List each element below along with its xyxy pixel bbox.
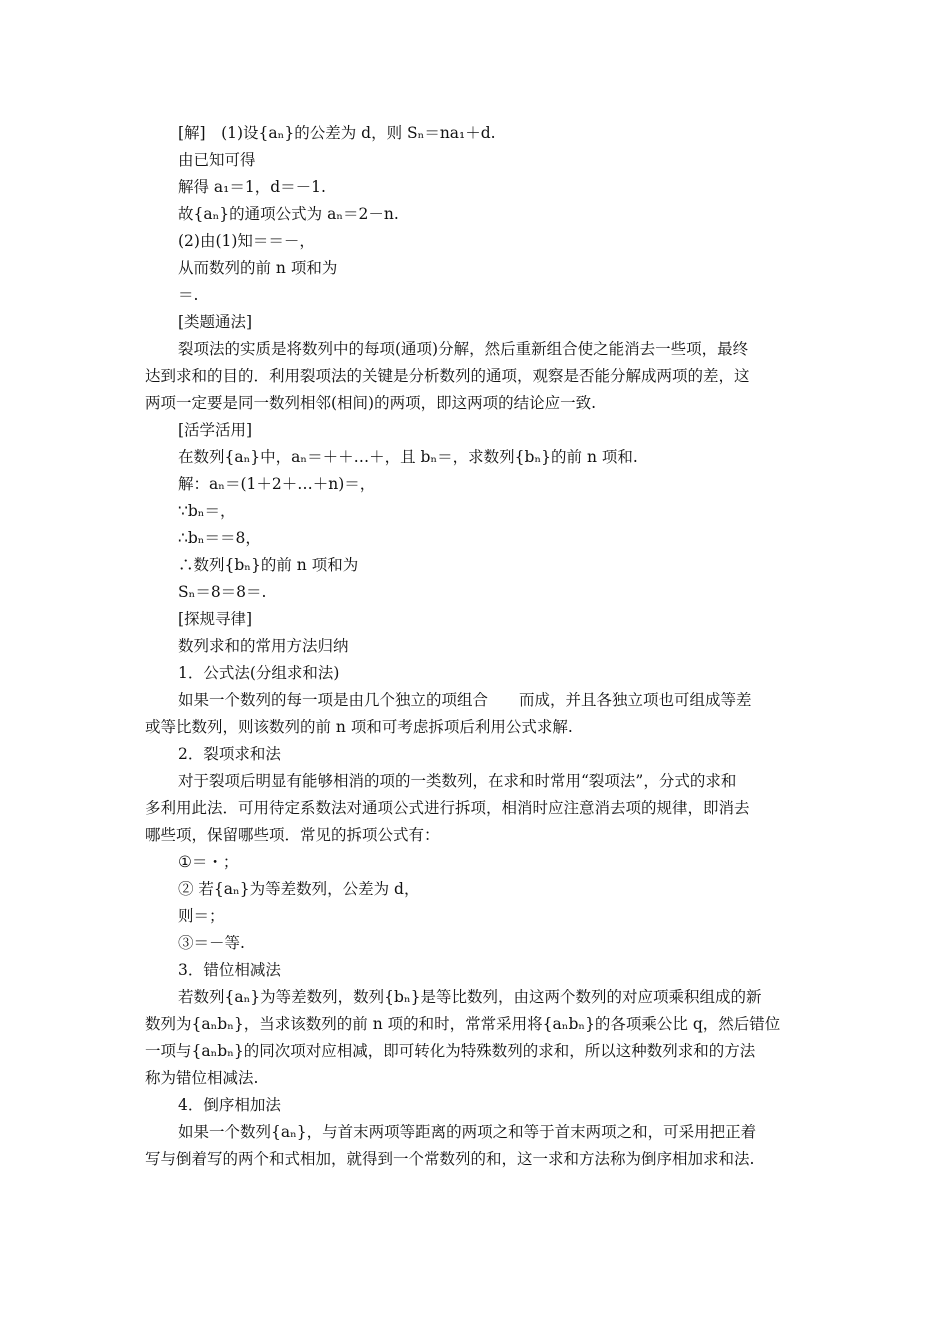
method-1-text-line-2: 或等比数列，则该数列的前 n 项和可考虑拆项后利用公式求解.: [145, 718, 573, 736]
method-text-line-1: 裂项法的实质是将数列中的每项(通项)分解，然后重新组合使之能消去一些项，最终: [178, 340, 749, 358]
formula-2: 则＝；: [178, 907, 225, 925]
section-heading-rules: [探规寻律]: [178, 610, 253, 628]
practice-solution-line-2: ∵bₙ＝，: [178, 502, 236, 520]
method-text-line-2: 达到求和的目的．利用裂项法的关键是分析数列的通项，观察是否能分解成两项的差，这: [145, 367, 750, 385]
formula-3: ③＝－等.: [178, 934, 245, 952]
method-3-heading: 3．错位相减法: [178, 961, 281, 979]
method-3-text-line-2: 数列为{aₙbₙ}，当求该数列的前 n 项的和时，常常采用将{aₙbₙ}的各项乘公比 q，然后错位: [145, 1015, 781, 1033]
method-text-line-3: 两项一定要是同一数列相邻(相间)的两项，即这两项的结论应一致.: [145, 394, 597, 412]
solution-line-1: [解] (1)设{aₙ}的公差为 d，则 Sₙ＝na₁＋d.: [178, 124, 496, 142]
solution-line-4: 故{aₙ}的通项公式为 aₙ＝2－n.: [178, 205, 399, 223]
method-2-text-line-2: 多利用此法．可用待定系数法对通项公式进行拆项，相消时应注意消去项的规律，即消去: [145, 799, 750, 817]
practice-solution-line-1: 解：aₙ＝(1＋2＋…＋n)＝，: [178, 475, 376, 493]
method-2-heading: 2．裂项求和法: [178, 745, 281, 763]
method-3-text-line-4: 称为错位相减法.: [145, 1069, 259, 1087]
practice-solution-line-4: ∴数列{bₙ}的前 n 项和为: [178, 556, 359, 574]
method-4-text-line-1: 如果一个数列{aₙ}，与首末两项等距离的两项之和等于首末两项之和，可采用把正着: [178, 1123, 757, 1141]
solution-line-2: 由已知可得: [178, 151, 256, 169]
method-4-text-line-2: 写与倒着写的两个和式相加，就得到一个常数列的和，这一求和方法称为倒序相加求和法.: [145, 1150, 755, 1168]
section-heading-method: [类题通法]: [178, 313, 253, 331]
method-2-text-line-3: 哪些项，保留哪些项．常见的拆项公式有：: [145, 826, 440, 844]
rules-title: 数列求和的常用方法归纳: [178, 637, 349, 655]
practice-solution-line-5: Sₙ＝8＝8＝.: [178, 583, 267, 601]
section-heading-practice: [活学活用]: [178, 421, 253, 439]
method-3-text-line-1: 若数列{aₙ}为等差数列，数列{bₙ}是等比数列，由这两个数列的对应项乘积组成的新: [178, 988, 762, 1006]
method-1-heading: 1．公式法(分组求和法): [178, 664, 340, 682]
method-2-text-line-1: 对于裂项后明显有能够相消的项的一类数列，在求和时常用“裂项法”，分式的求和: [178, 772, 737, 790]
practice-problem: 在数列{aₙ}中，aₙ＝＋＋…＋，且 bₙ＝，求数列{bₙ}的前 n 项和.: [178, 448, 638, 466]
method-4-heading: 4．倒序相加法: [178, 1096, 281, 1114]
practice-solution-line-3: ∴bₙ＝＝8，: [178, 529, 261, 547]
method-1-text-line-1: 如果一个数列的每一项是由几个独立的项组合 而成，并且各独立项也可组成等差: [178, 691, 752, 709]
solution-line-3: 解得 a₁＝1，d＝－1.: [178, 178, 326, 196]
solution-line-7: ＝.: [178, 286, 199, 304]
method-3-text-line-3: 一项与{aₙbₙ}的同次项对应相减，即可转化为特殊数列的求和，所以这种数列求和的方法: [145, 1042, 756, 1060]
solution-line-5: (2)由(1)知＝＝－，: [178, 232, 315, 250]
solution-line-6: 从而数列的前 n 项和为: [178, 259, 338, 277]
formula-2-condition: ② 若{aₙ}为等差数列，公差为 d，: [178, 880, 420, 898]
formula-1: ①＝・；: [178, 853, 239, 871]
